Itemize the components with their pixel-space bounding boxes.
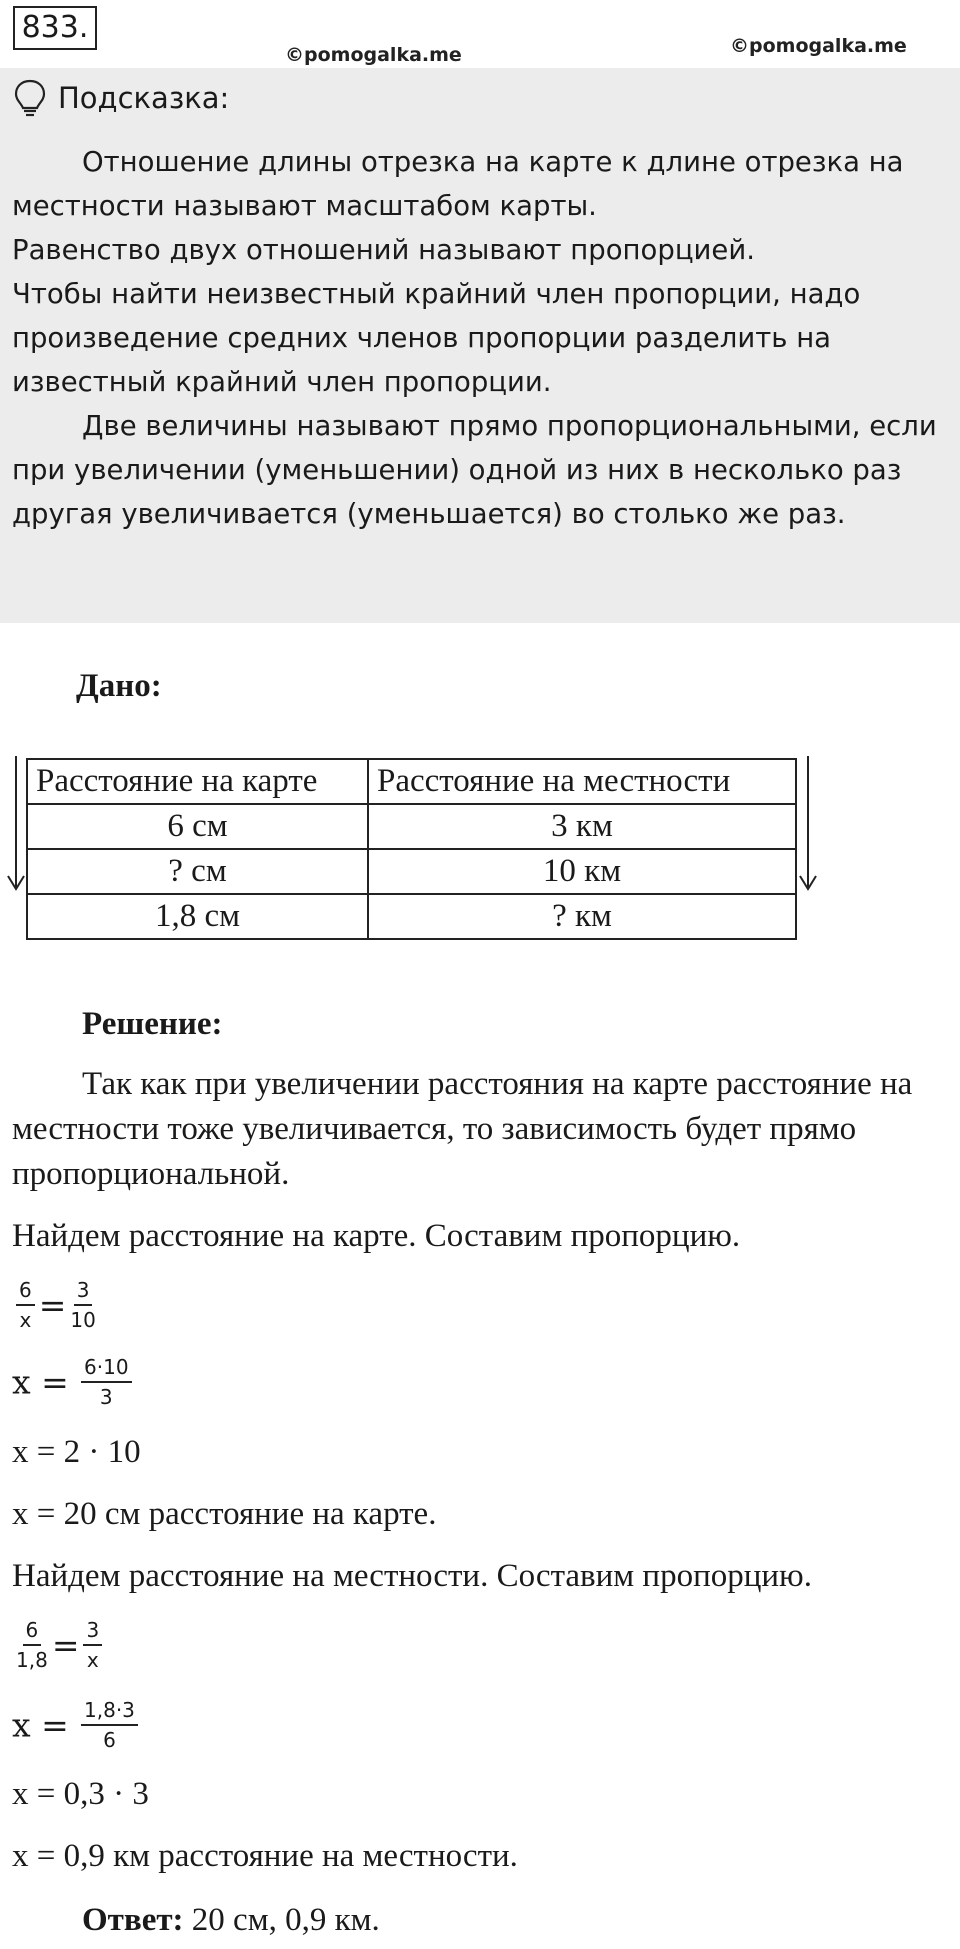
equation-7: x = 0,3 · 3 [12,1776,149,1812]
table-row [27,894,796,939]
answer [82,1902,380,1939]
equation-3: x = 2 · 10 [12,1434,141,1470]
numerator: 6 [16,1278,35,1306]
equation-proportion-1 [12,1278,100,1332]
answer-value: 20 см, 0,9 км. [183,1902,380,1938]
table-cell: ? км [368,894,796,939]
watermark-left: ©pomogalka.me [285,44,462,66]
denominator: x [19,1308,32,1332]
equation-lhs: x = [12,1705,69,1745]
right-down-arrow [796,756,820,892]
denominator: 6 [103,1728,116,1752]
equation-6 [12,1698,142,1752]
numerator: 6·10 [81,1355,132,1383]
table-cell: ? см [27,849,368,894]
table-cell: 6 см [27,804,368,849]
hint-paragraph: Чтобы найти неизвестный крайний член пропорции, надо произведение средних членов пропорции разделить на известный крайний член пропорции. [12,278,861,398]
denominator: 1,8 [16,1648,48,1672]
solution-label: Решение: [82,1006,223,1042]
left-down-arrow [4,756,28,892]
problem-number: 833. [13,6,97,50]
denominator: 3 [99,1385,113,1409]
fraction [70,1278,95,1332]
table-cell: 1,8 см [27,894,368,939]
fraction [81,1355,132,1409]
numerator: 6 [23,1618,42,1646]
solution-intro-text: Так как при увеличении расстояния на карте расстояние на местности тоже увеличивается, то зависимость будет прямо пропорциональной. [12,1066,913,1192]
given-table [26,758,797,940]
watermark-right: ©pomogalka.me [730,35,907,57]
equals-sign: = [38,1285,67,1325]
hint-paragraph: Равенство двух отношений называют пропорцией. [12,234,755,266]
denominator: 10 [70,1308,96,1332]
table-header-cell: Расстояние на местности [368,759,796,804]
fraction [16,1278,35,1332]
numerator: 1,8·3 [81,1698,138,1726]
equation-proportion-2 [12,1618,106,1672]
hint-title-text: Подсказка: [58,81,230,115]
hint-title [12,78,229,118]
table-header-cell: Расстояние на карте [27,759,368,804]
solution-intro [12,1062,942,1197]
equation-lhs: x = [12,1362,69,1402]
equation-4: x = 20 см расстояние на карте. [12,1496,437,1532]
equation-8: x = 0,9 км расстояние на местности. [12,1838,518,1874]
step2-text: Найдем расстояние на местности. Составим пропорцию. [12,1558,812,1594]
lightbulb-icon [12,78,48,118]
hint-paragraph: Две величины называют прямо пропорциональными, если при увеличении (уменьшении) одной из них в несколько раз другая увеличивается (уменьшается) во столько же раз. [12,410,937,530]
numerator: 3 [83,1618,102,1646]
hint-text [12,140,947,536]
equation-2 [12,1355,136,1409]
fraction [83,1618,102,1672]
equals-sign: = [51,1625,80,1665]
answer-label: Ответ: [82,1902,184,1938]
table-row [27,849,796,894]
step1-text: Найдем расстояние на карте. Составим пропорцию. [12,1218,741,1254]
table-header-row [27,759,796,804]
given-label: Дано: [76,668,162,704]
table-cell: 3 км [368,804,796,849]
hint-paragraph: Отношение длины отрезка на карте к длине отрезка на местности называют масштабом карты. [12,146,904,222]
fraction [81,1698,138,1752]
denominator: x [86,1648,99,1672]
fraction [16,1618,48,1672]
numerator: 3 [74,1278,93,1306]
table-cell: 10 км [368,849,796,894]
table-row [27,804,796,849]
